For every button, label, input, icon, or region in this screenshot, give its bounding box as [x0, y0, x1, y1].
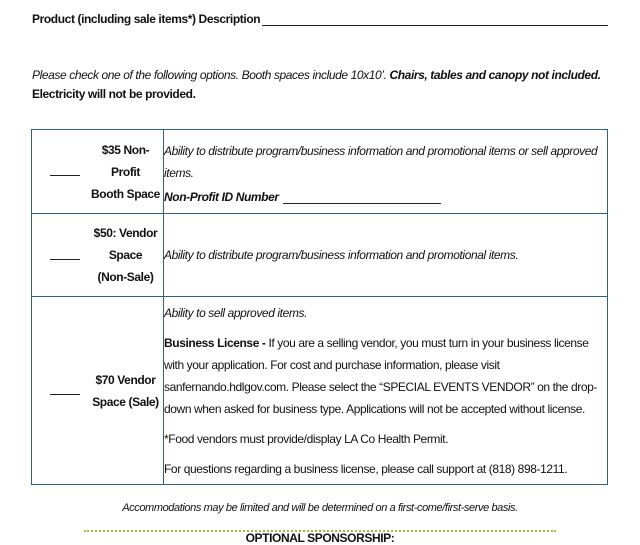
accommodations-note: Accommodations may be limited and will be determined on a first-come/first-serve basis. — [122, 502, 518, 514]
option-label-vendor-nonsale: $50: Vendor Space (Non-Sale) — [93, 226, 158, 284]
checkbox-blank-nonprofit[interactable] — [50, 175, 80, 176]
option-row-vendor-sale — [32, 297, 608, 485]
product-description-field[interactable] — [262, 13, 608, 26]
checkbox-blank-vendor-nonsale[interactable] — [50, 259, 80, 260]
nonprofit-id-line — [164, 190, 607, 204]
option-label-vendor-sale: $70 Vendor Space (Sale) — [92, 372, 159, 409]
food-vendor-note: *Food vendors must provide/display LA Co Health Permit. — [164, 431, 449, 446]
option-description-vendor-nonsale: Ability to distribute program/business information and promotional items. — [164, 248, 519, 262]
nonprofit-id-label: Non-Profit ID Number — [164, 189, 279, 204]
instructions-not-included: Chairs, tables and canopy not included. — [389, 68, 601, 82]
checkbox-blank-vendor-sale[interactable] — [50, 394, 80, 395]
option-row-nonprofit — [32, 130, 608, 214]
business-license-text: If you are a selling vendor, you must turn in your business license with your application. For cost and purchase information, please visit sanfernando.hdlgov.com. Please select the “SPECIAL EVENTS VENDOR” on the drop-down when asked for business type. Applications will not be accepted without license. — [164, 335, 598, 416]
product-description-line — [32, 12, 608, 26]
business-license-heading: Business License - — [164, 335, 266, 350]
nonprofit-id-field[interactable] — [283, 191, 441, 204]
license-questions-note: For questions regarding a business license, please call support at (818) 898-1211. — [164, 461, 568, 476]
instructions-text: Please check one of the following options. Booth spaces include 10x10’. — [32, 68, 387, 82]
booth-instructions — [32, 66, 612, 104]
optional-sponsorship-heading: OPTIONAL SPONSORSHIP: — [245, 531, 395, 545]
instructions-electricity: Electricity will not be provided. — [32, 87, 196, 101]
booth-options-table — [31, 129, 608, 485]
business-license-paragraph — [164, 332, 607, 420]
option-description-nonprofit: Ability to distribute program/business information and promotional items or sell approved items. — [164, 143, 598, 180]
option-label-nonprofit: $35 Non-Profit Booth Space — [91, 142, 160, 201]
product-description-label: Product (including sale items*) Description — [32, 12, 261, 26]
option-row-vendor-nonsale — [32, 214, 608, 297]
option-ability-vendor-sale: Ability to sell approved items. — [164, 305, 308, 320]
